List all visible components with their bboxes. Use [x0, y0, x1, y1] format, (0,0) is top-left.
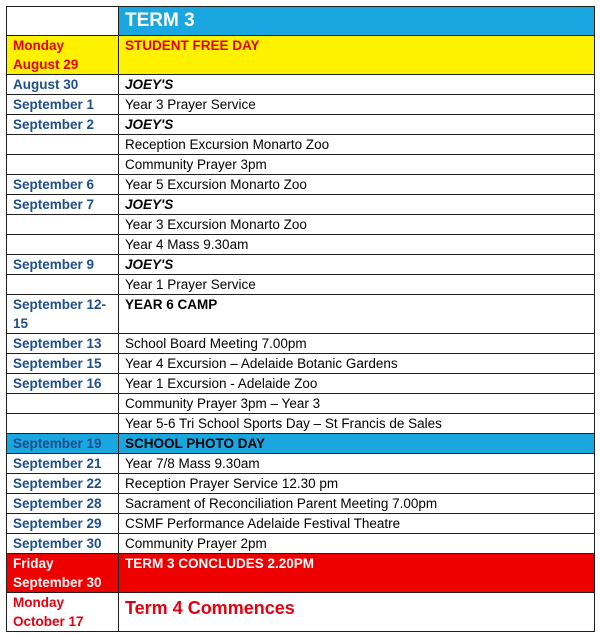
- date-cell: Friday September 30: [7, 554, 119, 593]
- event-cell: STUDENT FREE DAY: [119, 36, 595, 75]
- date-cell: September 2: [7, 115, 119, 135]
- table-row: [7, 215, 595, 235]
- table-row: [7, 95, 595, 115]
- event-cell: Year 1 Prayer Service: [119, 275, 595, 295]
- date-cell: September 15: [7, 354, 119, 374]
- table-row: [7, 414, 595, 434]
- table-row: [7, 354, 595, 374]
- event-cell: Year 5 Excursion Monarto Zoo: [119, 175, 595, 195]
- event-cell: JOEY'S: [119, 75, 595, 95]
- table-row: [7, 334, 595, 354]
- event-cell: Community Prayer 3pm: [119, 155, 595, 175]
- table-row: [7, 255, 595, 275]
- event-cell: Year 1 Excursion - Adelaide Zoo: [119, 374, 595, 394]
- table-row: [7, 474, 595, 494]
- table-row: [7, 394, 595, 414]
- event-cell: JOEY'S: [119, 195, 595, 215]
- table-row: [7, 75, 595, 95]
- table-row: [7, 494, 595, 514]
- date-cell: September 9: [7, 255, 119, 275]
- header-blank-cell: [7, 7, 119, 36]
- event-cell: Year 4 Mass 9.30am: [119, 235, 595, 255]
- event-cell: SCHOOL PHOTO DAY: [119, 434, 595, 454]
- term-title: TERM 3: [119, 7, 595, 36]
- table-row: [7, 115, 595, 135]
- table-row: [7, 374, 595, 394]
- date-cell: [7, 215, 119, 235]
- event-cell: Community Prayer 2pm: [119, 534, 595, 554]
- date-cell: [7, 155, 119, 175]
- table-row: [7, 195, 595, 215]
- event-cell: CSMF Performance Adelaide Festival Theatre: [119, 514, 595, 534]
- event-cell: School Board Meeting 7.00pm: [119, 334, 595, 354]
- table-row: [7, 275, 595, 295]
- date-cell: September 30: [7, 534, 119, 554]
- event-cell: YEAR 6 CAMP: [119, 295, 595, 334]
- date-cell: August 30: [7, 75, 119, 95]
- event-cell: JOEY'S: [119, 115, 595, 135]
- date-cell: September 13: [7, 334, 119, 354]
- date-cell: [7, 235, 119, 255]
- date-cell: September 19: [7, 434, 119, 454]
- event-cell: Year 5-6 Tri School Sports Day – St Francis de Sales: [119, 414, 595, 434]
- table-row: [7, 175, 595, 195]
- date-cell: Monday October 17: [7, 593, 119, 632]
- date-cell: September 22: [7, 474, 119, 494]
- event-cell: Community Prayer 3pm – Year 3: [119, 394, 595, 414]
- table-row: [7, 514, 595, 534]
- event-cell: Year 7/8 Mass 9.30am: [119, 454, 595, 474]
- table-row: [7, 554, 595, 593]
- date-cell: [7, 414, 119, 434]
- table-row: [7, 534, 595, 554]
- date-cell: September 28: [7, 494, 119, 514]
- date-cell: September 21: [7, 454, 119, 474]
- date-cell: [7, 275, 119, 295]
- table-row: [7, 155, 595, 175]
- date-cell: [7, 394, 119, 414]
- event-cell: TERM 3 CONCLUDES 2.20PM: [119, 554, 595, 593]
- table-row: [7, 434, 595, 454]
- term-calendar-table: [6, 6, 595, 632]
- event-cell: Year 3 Prayer Service: [119, 95, 595, 115]
- table-row: [7, 593, 595, 632]
- table-row: [7, 295, 595, 334]
- event-cell: Year 4 Excursion – Adelaide Botanic Gardens: [119, 354, 595, 374]
- event-cell: JOEY'S: [119, 255, 595, 275]
- date-cell: September 7: [7, 195, 119, 215]
- date-cell: September 6: [7, 175, 119, 195]
- event-cell: Year 3 Excursion Monarto Zoo: [119, 215, 595, 235]
- event-cell: Reception Excursion Monarto Zoo: [119, 135, 595, 155]
- date-cell: September 12-15: [7, 295, 119, 334]
- event-cell: Term 4 Commences: [119, 593, 595, 632]
- table-row: [7, 235, 595, 255]
- date-cell: September 29: [7, 514, 119, 534]
- date-cell: September 1: [7, 95, 119, 115]
- date-cell: Monday August 29: [7, 36, 119, 75]
- table-row: [7, 454, 595, 474]
- event-cell: Sacrament of Reconciliation Parent Meeting 7.00pm: [119, 494, 595, 514]
- date-cell: [7, 135, 119, 155]
- table-row: [7, 135, 595, 155]
- table-row: [7, 36, 595, 75]
- date-cell: September 16: [7, 374, 119, 394]
- event-cell: Reception Prayer Service 12.30 pm: [119, 474, 595, 494]
- header-row: [7, 7, 595, 36]
